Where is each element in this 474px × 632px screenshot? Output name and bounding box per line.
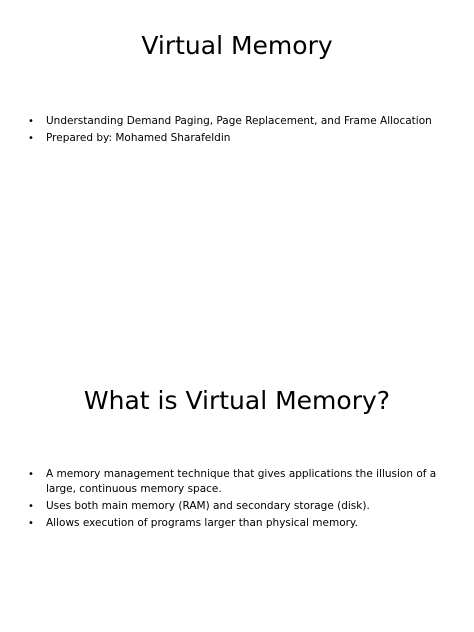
slide-2-bullet-1 xyxy=(28,467,448,497)
slide-2 xyxy=(0,316,474,632)
bullet-dot-icon: • xyxy=(28,501,34,512)
slide-2-bullet-2 xyxy=(28,499,448,514)
slide-2-bullet-list xyxy=(28,467,448,533)
slide-2-title: What is Virtual Memory? xyxy=(83,386,391,415)
slide-1-title: Virtual Memory xyxy=(141,31,333,60)
slide-2-bullet-3 xyxy=(28,516,448,531)
bullet-text: Understanding Demand Paging, Page Replacement, and Frame Allocation xyxy=(46,115,432,127)
bullet-dot-icon: • xyxy=(28,133,34,144)
slide-1-bullet-1 xyxy=(28,114,448,129)
bullet-dot-icon: • xyxy=(28,116,34,127)
slide-1-bullet-list xyxy=(28,114,448,148)
bullet-text: Uses both main memory (RAM) and secondary storage (disk). xyxy=(46,500,370,512)
bullet-dot-icon: • xyxy=(28,469,34,480)
bullet-dot-icon: • xyxy=(28,518,34,529)
bullet-text: Allows execution of programs larger than physical memory. xyxy=(46,517,358,529)
bullet-text: Prepared by: Mohamed Sharafeldin xyxy=(46,132,231,144)
bullet-text: A memory management technique that gives applications the illusion of a large, continuous memory space. xyxy=(46,468,437,495)
slide-1-bullet-2 xyxy=(28,131,448,146)
